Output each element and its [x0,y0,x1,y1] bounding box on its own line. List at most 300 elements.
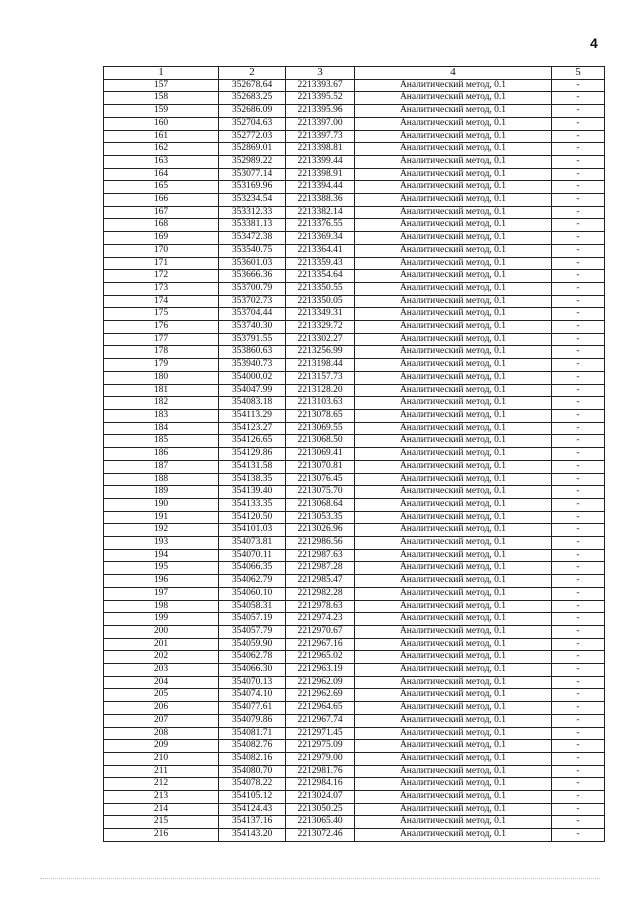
table-cell: 354133.35 [219,498,286,511]
table-cell: 179 [104,359,219,372]
table-cell: 2213369.34 [286,232,355,245]
table-cell: 2212971.45 [286,727,355,740]
table-cell: 2213359.43 [286,257,355,270]
table-cell: 353077.14 [219,168,286,181]
table-cell: - [552,473,605,486]
table-cell: - [552,714,605,727]
table-cell: 161 [104,130,219,143]
table-cell: 2212963.19 [286,664,355,677]
table-cell: - [552,232,605,245]
table-cell: 2212967.16 [286,638,355,651]
table-row [104,397,605,410]
table-row [104,689,605,702]
table-cell: Аналитический метод, 0.1 [355,575,552,588]
table-cell: 354129.86 [219,448,286,461]
table-cell: Аналитический метод, 0.1 [355,244,552,257]
table-cell: - [552,270,605,283]
table-cell: - [552,371,605,384]
table-row [104,765,605,778]
table-cell: 168 [104,219,219,232]
table-cell: 353860.63 [219,346,286,359]
table-row [104,270,605,283]
table-cell: 2212962.09 [286,676,355,689]
table-cell: Аналитический метод, 0.1 [355,791,552,804]
table-row [104,92,605,105]
table-row [104,232,605,245]
table-cell: 354083.18 [219,397,286,410]
table-row [104,562,605,575]
table-cell: 354059.90 [219,638,286,651]
table-cell: - [552,625,605,638]
table-cell: Аналитический метод, 0.1 [355,676,552,689]
table-cell: - [552,409,605,422]
table-cell: Аналитический метод, 0.1 [355,498,552,511]
table-cell: 353312.33 [219,206,286,219]
table-cell: 353700.79 [219,282,286,295]
table-cell: 354101.03 [219,524,286,537]
table-cell: 194 [104,549,219,562]
table-row [104,676,605,689]
table-cell: 354131.58 [219,460,286,473]
table-cell: 2213078.65 [286,409,355,422]
table-cell: 187 [104,460,219,473]
table-cell: Аналитический метод, 0.1 [355,168,552,181]
table-cell: 2212962.69 [286,689,355,702]
table-cell: Аналитический метод, 0.1 [355,105,552,118]
table-cell: - [552,816,605,829]
table-cell: 204 [104,676,219,689]
table-cell: 196 [104,575,219,588]
table-row [104,740,605,753]
table-cell: Аналитический метод, 0.1 [355,371,552,384]
table-cell: 354070.11 [219,549,286,562]
table-cell: 354081.71 [219,727,286,740]
table-cell: 186 [104,448,219,461]
table-cell: 2213397.00 [286,117,355,130]
table-row [104,498,605,511]
table-row [104,130,605,143]
table-row [104,575,605,588]
table-cell: 205 [104,689,219,702]
table-cell: 2213256.99 [286,346,355,359]
table-cell: 188 [104,473,219,486]
table-cell: 2212979.00 [286,752,355,765]
table-cell: - [552,689,605,702]
table-cell: - [552,155,605,168]
table-cell: 175 [104,308,219,321]
column-header: 3 [286,67,355,80]
table-row [104,702,605,715]
table-cell: 2213382.14 [286,206,355,219]
table-cell: Аналитический метод, 0.1 [355,752,552,765]
table-cell: 157 [104,79,219,92]
table-cell: 2213350.05 [286,295,355,308]
table-cell: 165 [104,181,219,194]
column-header: 4 [355,67,552,80]
table-cell: 162 [104,143,219,156]
table-cell: 352678.64 [219,79,286,92]
table-cell: 2212987.28 [286,562,355,575]
table-cell: - [552,765,605,778]
table-cell: Аналитический метод, 0.1 [355,587,552,600]
table-cell: 183 [104,409,219,422]
table-cell: 354082.76 [219,740,286,753]
table-cell: 2213354.64 [286,270,355,283]
table-cell: 2212978.63 [286,600,355,613]
table-cell: 354074.10 [219,689,286,702]
table-cell: 354066.30 [219,664,286,677]
table-cell: Аналитический метод, 0.1 [355,359,552,372]
table-cell: - [552,638,605,651]
table-cell: 353740.30 [219,321,286,334]
table-cell: - [552,194,605,207]
table-cell: Аналитический метод, 0.1 [355,511,552,524]
table-cell: 352683.25 [219,92,286,105]
table-row [104,460,605,473]
table-row [104,714,605,727]
table-cell: - [552,435,605,448]
table-cell: 2212967.74 [286,714,355,727]
table-row [104,600,605,613]
table-cell: 353791.55 [219,333,286,346]
table-cell: - [552,524,605,537]
table-cell: Аналитический метод, 0.1 [355,295,552,308]
table-cell: 352989.22 [219,155,286,168]
table-cell: 2212984.16 [286,778,355,791]
table-cell: Аналитический метод, 0.1 [355,727,552,740]
table-cell: - [552,397,605,410]
table-cell: - [552,778,605,791]
table-row [104,168,605,181]
table-cell: 354057.79 [219,625,286,638]
table-cell: Аналитический метод, 0.1 [355,625,552,638]
table-cell: Аналитический метод, 0.1 [355,321,552,334]
table-cell: 178 [104,346,219,359]
table-row [104,613,605,626]
table-cell: 160 [104,117,219,130]
table-cell: - [552,384,605,397]
table-cell: 197 [104,587,219,600]
table-cell: - [552,702,605,715]
table-cell: 2213350.55 [286,282,355,295]
table-cell: Аналитический метод, 0.1 [355,130,552,143]
table-cell: 353702.73 [219,295,286,308]
table-cell: Аналитический метод, 0.1 [355,473,552,486]
table-cell: 353601.03 [219,257,286,270]
table-cell: - [552,575,605,588]
table-cell: - [552,257,605,270]
table-cell: 2212970.67 [286,625,355,638]
table-cell: 171 [104,257,219,270]
table-cell: 2212981.76 [286,765,355,778]
table-row [104,308,605,321]
page-number: 4 [590,35,598,51]
table-cell: 353472.38 [219,232,286,245]
table-row [104,143,605,156]
table-cell: 2213393.67 [286,79,355,92]
table-cell: 354066.35 [219,562,286,575]
table-cell: 181 [104,384,219,397]
table-cell: - [552,333,605,346]
table-cell: 182 [104,397,219,410]
table-cell: Аналитический метод, 0.1 [355,282,552,295]
table-cell: 158 [104,92,219,105]
table-cell: 2213076.45 [286,473,355,486]
table-row [104,448,605,461]
table-cell: 172 [104,270,219,283]
table-cell: Аналитический метод, 0.1 [355,333,552,346]
table-row [104,206,605,219]
table-cell: Аналитический метод, 0.1 [355,549,552,562]
table-cell: 354062.78 [219,651,286,664]
table-cell: - [552,549,605,562]
table-cell: 354080.70 [219,765,286,778]
table-cell: 353169.96 [219,181,286,194]
table-row [104,422,605,435]
table-cell: 176 [104,321,219,334]
table-cell: 2213397.73 [286,130,355,143]
table-cell: 353704.44 [219,308,286,321]
table-cell: - [552,562,605,575]
table-cell: 353381.13 [219,219,286,232]
table-cell: Аналитический метод, 0.1 [355,117,552,130]
table-cell: - [552,752,605,765]
table-cell: - [552,143,605,156]
table-cell: - [552,79,605,92]
table-cell: - [552,740,605,753]
table-cell: Аналитический метод, 0.1 [355,181,552,194]
table-row [104,295,605,308]
table-row [104,346,605,359]
table-cell: Аналитический метод, 0.1 [355,397,552,410]
table-cell: - [552,117,605,130]
table-row [104,778,605,791]
table-cell: 352869.01 [219,143,286,156]
table-cell: 2213349.31 [286,308,355,321]
table-cell: 173 [104,282,219,295]
table-cell: 177 [104,333,219,346]
table-row [104,791,605,804]
table-cell: 2213024.07 [286,791,355,804]
table-cell: 354070.13 [219,676,286,689]
table-cell: Аналитический метод, 0.1 [355,448,552,461]
table-cell: - [552,359,605,372]
table-row [104,371,605,384]
column-header: 5 [552,67,605,80]
table-cell: 159 [104,105,219,118]
table-cell: - [552,486,605,499]
table-cell: Аналитический метод, 0.1 [355,765,552,778]
table-cell: 2212965.02 [286,651,355,664]
table-cell: 174 [104,295,219,308]
table-cell: - [552,321,605,334]
table-cell: 206 [104,702,219,715]
table-row [104,333,605,346]
table-cell: - [552,130,605,143]
table-cell: 216 [104,829,219,842]
table-row [104,244,605,257]
table-cell: 209 [104,740,219,753]
table-cell: - [552,537,605,550]
table-cell: 190 [104,498,219,511]
table-cell: 2213050.25 [286,803,355,816]
table-cell: 354079.86 [219,714,286,727]
table-cell: 353234.54 [219,194,286,207]
table-cell: 354143.20 [219,829,286,842]
table-cell: 2213198.44 [286,359,355,372]
table-cell: 2213075.70 [286,486,355,499]
table-cell: Аналитический метод, 0.1 [355,206,552,219]
table-cell: 354062.79 [219,575,286,588]
table-cell: 191 [104,511,219,524]
table-row [104,282,605,295]
table-cell: - [552,105,605,118]
table-cell: 199 [104,613,219,626]
table-cell: Аналитический метод, 0.1 [355,816,552,829]
table-cell: 354105.12 [219,791,286,804]
table-cell: 354123.27 [219,422,286,435]
table-cell: 2213376.55 [286,219,355,232]
table-row [104,537,605,550]
table-cell: 354138.35 [219,473,286,486]
table-header-row [104,67,605,80]
table-cell: 208 [104,727,219,740]
table-cell: 163 [104,155,219,168]
table-cell: Аналитический метод, 0.1 [355,384,552,397]
table-cell: 2213398.91 [286,168,355,181]
table-cell: - [552,511,605,524]
table-cell: 198 [104,600,219,613]
table-cell: - [552,92,605,105]
table-cell: 2213068.64 [286,498,355,511]
table-cell: 352686.09 [219,105,286,118]
table-cell: 166 [104,194,219,207]
table-cell: Аналитический метод, 0.1 [355,308,552,321]
table-cell: 164 [104,168,219,181]
table-cell: 2213128.20 [286,384,355,397]
table-cell: - [552,460,605,473]
table-cell: 354058.31 [219,600,286,613]
table-cell: 180 [104,371,219,384]
table-cell: 211 [104,765,219,778]
table-row [104,727,605,740]
table-cell: 2213395.52 [286,92,355,105]
table-cell: - [552,676,605,689]
table-cell: 215 [104,816,219,829]
table-cell: 2213398.81 [286,143,355,156]
table-cell: Аналитический метод, 0.1 [355,537,552,550]
table-cell: - [552,448,605,461]
table-cell: Аналитический метод, 0.1 [355,524,552,537]
table-cell: Аналитический метод, 0.1 [355,155,552,168]
table-cell: 189 [104,486,219,499]
table-row [104,829,605,842]
table-cell: 353940.73 [219,359,286,372]
table-cell: - [552,244,605,257]
table-cell: Аналитический метод, 0.1 [355,143,552,156]
table-row [104,638,605,651]
table-cell: Аналитический метод, 0.1 [355,270,552,283]
table-cell: Аналитический метод, 0.1 [355,79,552,92]
table-cell: - [552,422,605,435]
table-cell: 184 [104,422,219,435]
table-cell: - [552,346,605,359]
table-cell: Аналитический метод, 0.1 [355,651,552,664]
table-cell: 2213388.36 [286,194,355,207]
table-cell: - [552,168,605,181]
column-header: 1 [104,67,219,80]
table-cell: - [552,791,605,804]
table-cell: Аналитический метод, 0.1 [355,257,552,270]
table-cell: 352772.03 [219,130,286,143]
table-cell: 354120.50 [219,511,286,524]
table-row [104,651,605,664]
table-cell: 354047.99 [219,384,286,397]
table-cell: 354057.19 [219,613,286,626]
table-cell: - [552,664,605,677]
table-cell: 352704.63 [219,117,286,130]
table-cell: 213 [104,791,219,804]
table-row [104,409,605,422]
table-cell: 2213069.41 [286,448,355,461]
table-cell: 2212985.47 [286,575,355,588]
table-row [104,384,605,397]
table-cell: 207 [104,714,219,727]
table-cell: 354077.61 [219,702,286,715]
table-row [104,511,605,524]
table-cell: Аналитический метод, 0.1 [355,460,552,473]
table-row [104,105,605,118]
table-cell: 354000.02 [219,371,286,384]
coordinates-table [103,66,605,842]
table-row [104,486,605,499]
table-cell: 203 [104,664,219,677]
table-cell: 354060.10 [219,587,286,600]
table-cell: 2213302.27 [286,333,355,346]
table-cell: Аналитический метод, 0.1 [355,778,552,791]
table-cell: 2213068.50 [286,435,355,448]
table-row [104,194,605,207]
table-row [104,181,605,194]
table-cell: Аналитический метод, 0.1 [355,346,552,359]
table-cell: 354078.22 [219,778,286,791]
table-cell: 2212987.63 [286,549,355,562]
table-cell: 2213069.55 [286,422,355,435]
table-cell: 2213157.73 [286,371,355,384]
table-row [104,321,605,334]
table-cell: Аналитический метод, 0.1 [355,422,552,435]
table-row [104,435,605,448]
table-cell: - [552,219,605,232]
table-cell: 2212964.65 [286,702,355,715]
table-cell: Аналитический метод, 0.1 [355,486,552,499]
table-cell: Аналитический метод, 0.1 [355,803,552,816]
table-row [104,257,605,270]
table-cell: Аналитический метод, 0.1 [355,409,552,422]
table-cell: - [552,181,605,194]
table-cell: Аналитический метод, 0.1 [355,664,552,677]
table-cell: 2212974.23 [286,613,355,626]
table-cell: 2212986.56 [286,537,355,550]
table-cell: 354082.16 [219,752,286,765]
table-cell: 354073.81 [219,537,286,550]
table-cell: - [552,282,605,295]
table-cell: - [552,587,605,600]
table-cell: Аналитический метод, 0.1 [355,600,552,613]
table-cell: 212 [104,778,219,791]
column-header: 2 [219,67,286,80]
table-cell: 200 [104,625,219,638]
